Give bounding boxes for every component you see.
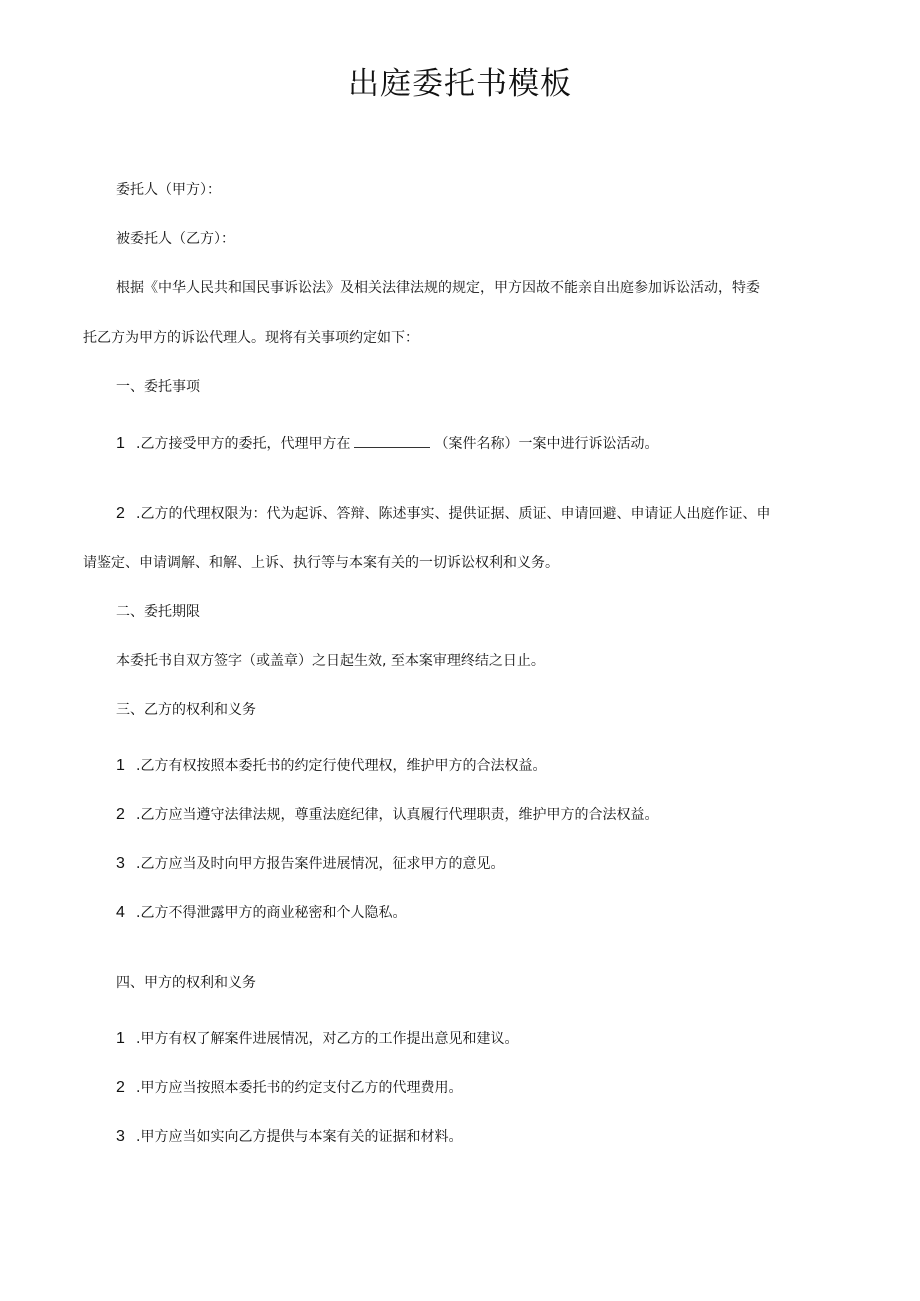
section-3-item-1 [116, 756, 546, 776]
section-2-text: 本委托书自双方签字（或盖章）之日起生效, 至本案审理终结之日止。 [116, 653, 545, 669]
section-3-item-4 [116, 903, 406, 923]
item-text-after-blank: （案件名称）一案中进行诉讼活动。 [434, 436, 659, 452]
section-1-item-2-line-1 [116, 504, 770, 524]
item-number: 2 [116, 1079, 125, 1096]
section-1-item-1 [116, 433, 658, 454]
section-1-heading: 一、委托事项 [116, 379, 200, 395]
item-number: 2 [116, 806, 125, 823]
item-text: .乙方的代理权限为：代为起诉、答辩、陈述事实、提供证据、质证、申请回避、申请证人出庭作证、申 [136, 506, 771, 522]
section-3-heading: 三、乙方的权利和义务 [116, 702, 256, 718]
item-text: .甲方应当按照本委托书的约定支付乙方的代理费用。 [136, 1080, 463, 1096]
case-name-blank [354, 433, 430, 448]
item-text-before-blank: .乙方接受甲方的委托，代理甲方在 [136, 436, 351, 452]
section-2-heading: 二、委托期限 [116, 604, 200, 620]
item-number: 1 [116, 435, 125, 452]
item-text: .甲方有权了解案件进展情况，对乙方的工作提出意见和建议。 [136, 1031, 519, 1047]
item-number: 1 [116, 1030, 125, 1047]
section-4-item-3 [116, 1127, 462, 1147]
item-number: 1 [116, 757, 125, 774]
item-text: .乙方不得泄露甲方的商业秘密和个人隐私。 [136, 905, 407, 921]
section-3-item-2 [116, 805, 658, 825]
section-4-heading: 四、甲方的权利和义务 [116, 975, 256, 991]
item-text: .乙方应当遵守法律法规，尊重法庭纪律，认真履行代理职责，维护甲方的合法权益。 [136, 807, 659, 823]
agent-label: 被委托人（乙方）： [116, 231, 235, 247]
intro-paragraph-line-2: 托乙方为甲方的诉讼代理人。现将有关事项约定如下： [83, 330, 419, 346]
item-text: .乙方有权按照本委托书的约定行使代理权，维护甲方的合法权益。 [136, 758, 547, 774]
item-number: 4 [116, 904, 125, 921]
item-number: 2 [116, 505, 125, 522]
item-number: 3 [116, 1128, 125, 1145]
section-4-item-2 [116, 1078, 462, 1098]
document-title: 出庭委托书模板 [348, 66, 572, 102]
item-number: 3 [116, 855, 125, 872]
item-text: .乙方应当及时向甲方报告案件进展情况，征求甲方的意见。 [136, 856, 505, 872]
item-text: .甲方应当如实向乙方提供与本案有关的证据和材料。 [136, 1129, 463, 1145]
intro-paragraph-line-1: 根据《中华人民共和国民事诉讼法》及相关法律法规的规定，甲方因故不能亲自出庭参加诉讼活动，特委 [116, 280, 760, 296]
section-1-item-2-line-2: 请鉴定、申请调解、和解、上诉、执行等与本案有关的一切诉讼权利和义务。 [83, 555, 559, 571]
section-4-item-1 [116, 1029, 518, 1049]
principal-label: 委托人（甲方）： [116, 182, 221, 198]
section-3-item-3 [116, 854, 504, 874]
